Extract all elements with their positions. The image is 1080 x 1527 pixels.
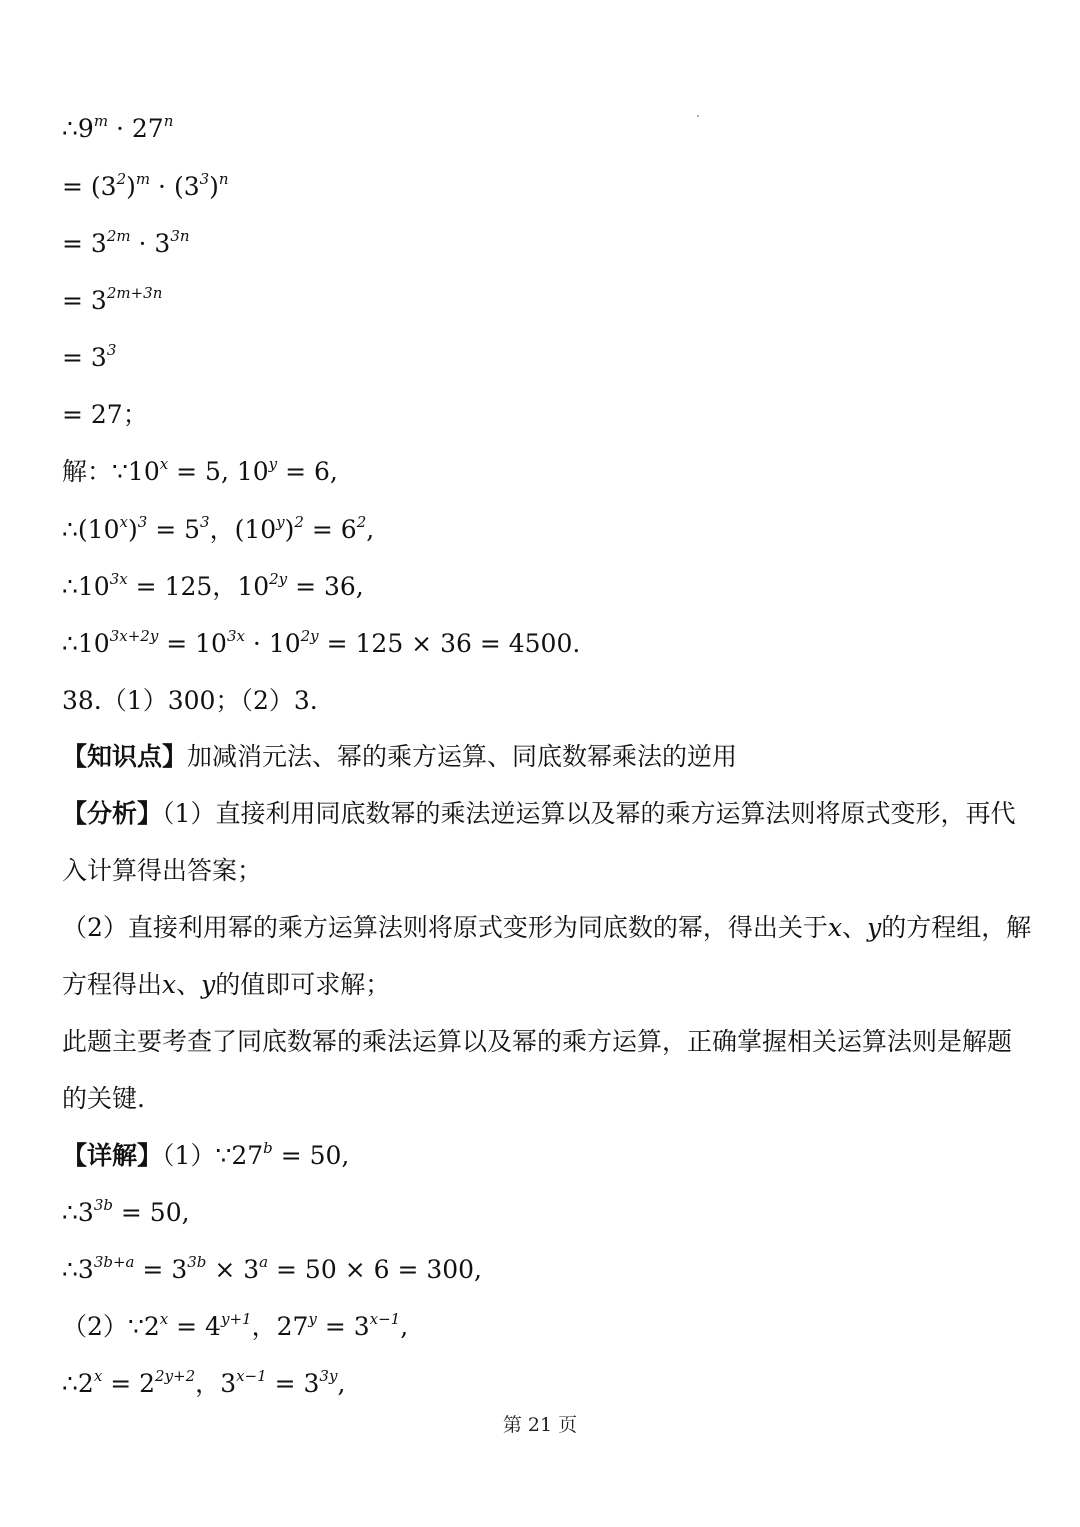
answer-line: 38.（1）300；（2）3.	[62, 686, 318, 715]
solution-line-4: $\therefore 10^{3x+2y} = 10^{3x} \cdot 10^{2y} = 125 \times 36 = 4500$.	[62, 627, 581, 658]
detail-line-2: $\therefore 3^{3b} = 50$,	[62, 1196, 190, 1227]
math-line-3: = $3^{2m} \cdot 3^{3n}$	[62, 227, 190, 258]
math-line-4: = $3^{2m+3n}$	[62, 284, 163, 315]
detail-line-5: $\therefore 2^x = 2^{2y+2}$，$3^{x-1} = 3^{3y}$,	[62, 1367, 346, 1398]
solution-line-2: $\therefore(10^x)^3 = 5^3$，$(10^y)^2 = 6^2$,	[62, 513, 375, 544]
math-line-6: = 27；	[62, 400, 148, 429]
detail-line-4: $(2)\because 2^x = 4^{y+1}$，$27^y = 3^{x-1}$,	[62, 1310, 409, 1341]
math-line-2: = $(3^2)^m \cdot (3^3)^n$	[62, 170, 229, 201]
detail-line-3: $\therefore 3^{3b+a} = 3^{3b} \times 3^a = 50 \times 6 = 300$,	[62, 1253, 482, 1284]
analysis-line-4: 方程得出x、y的值即可求解；	[62, 970, 391, 999]
analysis-line-1: 【分析】（1）直接利用同底数幂的乘法逆运算以及幂的乘方运算法则将原式变形，再代	[62, 799, 1016, 828]
analysis-line-5: 此题主要考查了同底数幂的乘法运算以及幂的乘方运算，正确掌握相关运算法则是解题	[62, 1027, 1013, 1056]
knowledge-point: 【知识点】加减消元法、幂的乘方运算、同底数幂乘法的逆用	[62, 742, 738, 771]
detail-line-1: 【详解】$(1)\because 27^b = 50$,	[62, 1139, 350, 1170]
math-line-5: = $3^3$	[62, 341, 117, 372]
analysis-line-6: 的关键.	[62, 1084, 145, 1113]
speck-mark	[697, 115, 699, 117]
math-line-1: $\therefore 9^m \cdot 27^n$	[62, 112, 174, 143]
analysis-line-3: （2）直接利用幂的乘方运算法则将原式变形为同底数的幂，得出关于x、y的方程组，解	[62, 913, 1032, 942]
solution-line-1: 解：$\because 10^x = 5$, $10^y = 6$,	[62, 455, 338, 486]
solution-line-3: $\therefore 10^{3x} = 125$，$10^{2y} = 36$,	[62, 570, 364, 601]
page-number: 第 21 页	[502, 1414, 578, 1436]
analysis-line-2: 入计算得出答案；	[62, 856, 263, 885]
